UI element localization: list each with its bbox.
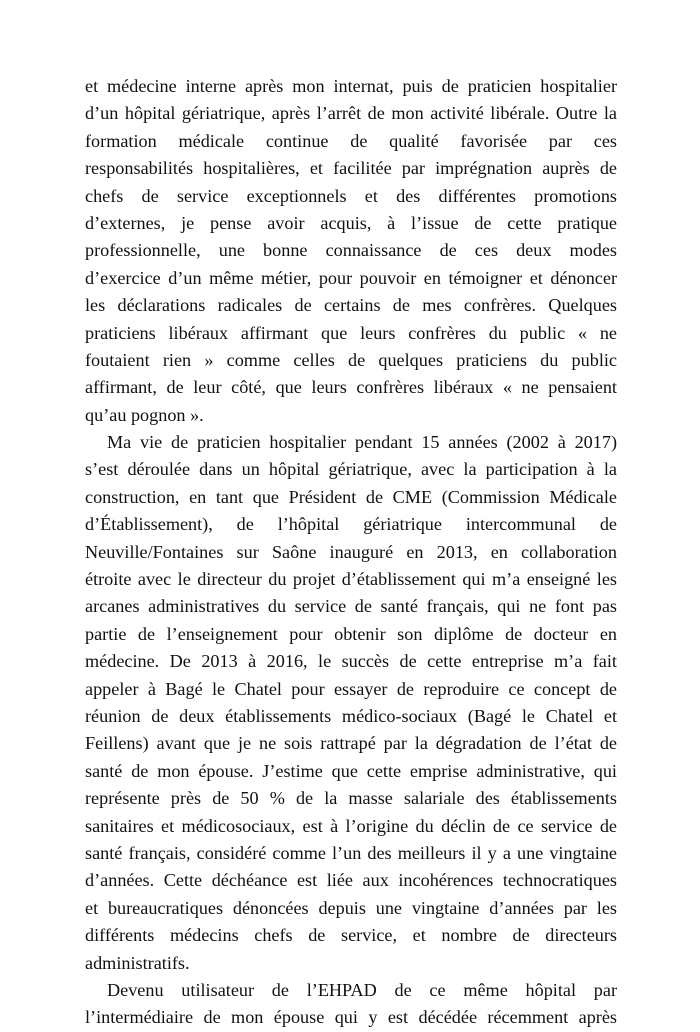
paragraph [85,73,617,429]
text-line: représente près de 50 % de la masse salariale des établissements [85,788,617,809]
text-line: et bureaucratiques dénoncées depuis une vingtaine d’années par les [85,897,617,918]
text-line: affirmant, de leur côté, que leurs confrères libéraux « ne pensaient [85,377,617,398]
paragraph [85,429,617,977]
text-line: appeler à Bagé le Chatel pour essayer de reproduire ce concept de [85,678,617,699]
text-line: administratifs. [85,952,190,973]
text-line: l’intermédiaire de mon épouse qui y est décédée récemment après [85,1007,617,1028]
text-line: d’exercice d’un même métier, pour pouvoir en témoigner et dénoncer [85,267,617,288]
text-line: santé français, considéré comme l’un des meilleurs il y a une vingtaine [85,842,617,863]
text-line: réunion de deux établissements médico-sociaux (Bagé le Chatel et [85,705,617,726]
text-line: s’est déroulée dans un hôpital gériatrique, avec la participation à la [85,459,617,480]
text-line: d’un hôpital gériatrique, après l’arrêt de mon activité libérale. Outre la [85,103,617,124]
text-line: praticiens libéraux affirmant que leurs confrères du public « ne [85,322,617,343]
text-line: foutaient rien » comme celles de quelques praticiens du public [85,349,617,370]
text-line: médecine. De 2013 à 2016, le succès de cette entreprise m’a fait [85,651,617,672]
text-line: qu’au pognon ». [85,404,204,425]
text-line: différents médecins chefs de service, et nombre de directeurs [85,925,617,946]
text-line: Feillens) avant que je ne sois rattrapé par la dégradation de l’état de [85,733,617,754]
document-page [85,73,617,1032]
text-line: santé de mon épouse. J’estime que cette emprise administrative, qui [85,760,617,781]
text-line: sanitaires et médicosociaux, est à l’origine du déclin de ce service de [85,815,617,836]
text-line: partie de l’enseignement pour obtenir son diplôme de docteur en [85,623,617,644]
text-line: Neuville/Fontaines sur Saône inauguré en 2013, en collaboration [85,541,617,562]
text-line: professionnelle, une bonne connaissance de ces deux modes [85,240,617,261]
text-line: chefs de service exceptionnels et des différentes promotions [85,185,617,206]
text-line: formation médicale continue de qualité favorisée par ces [85,130,617,151]
text-line: d’Établissement), de l’hôpital gériatrique intercommunal de [85,514,617,535]
text-line: construction, en tant que Président de CME (Commission Médicale [85,486,617,507]
text-line: les déclarations radicales de certains de mes confrères. Quelques [85,295,617,316]
text-line: Ma vie de praticien hospitalier pendant 15 années (2002 à 2017) [107,432,617,453]
text-line: étroite avec le directeur du projet d’établissement qui m’a enseigné les [85,569,617,590]
text-line: d’années. Cette déchéance est liée aux incohérences technocratiques [85,870,617,891]
text-line: et médecine interne après mon internat, puis de praticien hospitalier [85,76,617,96]
text-line: responsabilités hospitalières, et facilitée par imprégnation auprès de [85,158,617,179]
text-line: d’externes, je pense avoir acquis, à l’issue de cette pratique [85,212,617,233]
paragraph [85,977,617,1032]
text-line: arcanes administratives du service de santé français, qui ne font pas [85,596,617,617]
text-line: Devenu utilisateur de l’EHPAD de ce même hôpital par [107,979,617,1000]
